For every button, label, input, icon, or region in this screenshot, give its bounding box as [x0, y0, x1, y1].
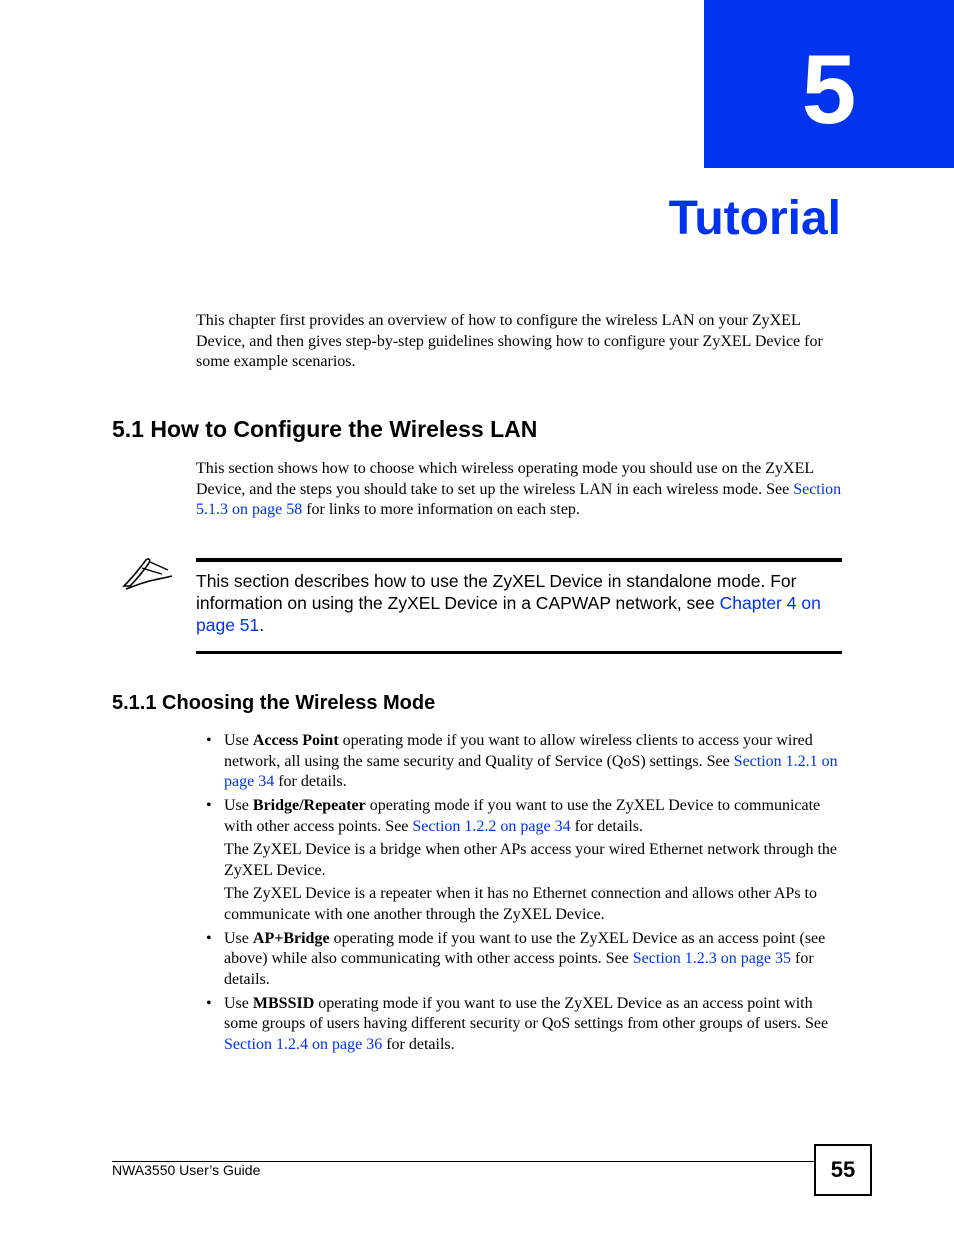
section-heading-5-1-1: 5.1.1 Choosing the Wireless Mode: [112, 692, 436, 714]
note-text: [196, 570, 842, 636]
section-1-2-1-link[interactable]: Section 1.2.1 on page 34: [224, 752, 838, 790]
mode-name: MBSSID: [252, 994, 315, 1012]
page-number: 55: [814, 1144, 872, 1196]
chapter-number: 5: [801, 34, 857, 144]
list-text: operating mode if you want to use the ZyXEL Device as an access point (see above) while also communicating with other access points. See: [224, 929, 826, 967]
repeater-description: The ZyXEL Device is a repeater when it has no Ethernet connection and allows other APs to communicate with one another through the ZyXEL Device.: [224, 885, 817, 923]
list-text: for details.: [570, 817, 644, 835]
list-text: Use: [224, 797, 253, 814]
section-1-2-3-link[interactable]: Section 1.2.3 on page 35: [632, 950, 791, 967]
list-text: operating mode if you want to use the ZyXEL Device to communicate with other access points. See: [224, 797, 821, 835]
section-5-1-3-link[interactable]: Section 5.1.3 on page 58: [196, 480, 842, 518]
paragraph-text: for links to more information on each step.: [302, 501, 580, 518]
note-bottom-rule: [196, 651, 842, 654]
list-item-mbssid: [196, 994, 846, 1056]
bridge-description: The ZyXEL Device is a bridge when other APs access your wired Ethernet network through the ZyXEL Device.: [224, 841, 837, 879]
mode-name: Bridge/Repeater: [252, 797, 366, 814]
wireless-mode-list: [196, 731, 846, 1059]
list-text: Use: [224, 732, 253, 749]
list-text: operating mode if you want to use the ZyXEL Device as an access point with some groups of users having different security or QoS settings from other groups of users. See: [224, 994, 829, 1032]
section-heading-5-1: 5.1 How to Configure the Wireless LAN: [112, 416, 538, 442]
mode-name: AP+Bridge: [252, 929, 330, 947]
section-1-2-4-link[interactable]: Section 1.2.4 on page 36: [224, 1035, 383, 1053]
pencil-note-icon: [122, 556, 176, 592]
chapter-number-box: [704, 0, 954, 168]
footer-guide-title: NWA3550 User’s Guide: [112, 1162, 261, 1178]
paragraph-text: This section shows how to choose which wireless operating mode you should use on the ZyXEL Device, and the steps you should take to set up the wireless LAN in each wireless mode. See: [196, 460, 814, 498]
intro-paragraph: This chapter first provides an overview of how to configure the wireless LAN on your ZyXEL Device, and then gives step-by-step guidelines showing how to configure your ZyXEL Device for some example scenarios.: [196, 312, 823, 370]
list-text: for details.: [224, 950, 814, 988]
list-text: Use: [224, 929, 253, 947]
note-body: This section describes how to use the ZyXEL Device in standalone mode. For information on using the ZyXEL Device in a CAPWAP network, see: [196, 571, 797, 613]
note-body-end: .: [259, 615, 265, 635]
list-item-access-point: [196, 731, 846, 793]
chapter-title: Tutorial: [668, 192, 841, 245]
list-text: operating mode if you want to allow wireless clients to access your wired network, all using the same security and Quality of Service (QoS) settings. See: [224, 732, 813, 770]
list-text: for details.: [382, 1035, 455, 1053]
mode-name: Access Point: [252, 732, 339, 749]
list-text: Use: [224, 994, 253, 1012]
chapter-4-link[interactable]: Chapter 4 on page 51: [196, 593, 821, 635]
section-5-1-paragraph: [196, 459, 846, 521]
list-item-ap-bridge: [196, 929, 846, 991]
section-1-2-2-link[interactable]: Section 1.2.2 on page 34: [412, 817, 571, 835]
list-item-bridge-repeater: [196, 796, 846, 925]
list-text: for details.: [274, 773, 347, 790]
note-top-rule: [196, 558, 842, 562]
